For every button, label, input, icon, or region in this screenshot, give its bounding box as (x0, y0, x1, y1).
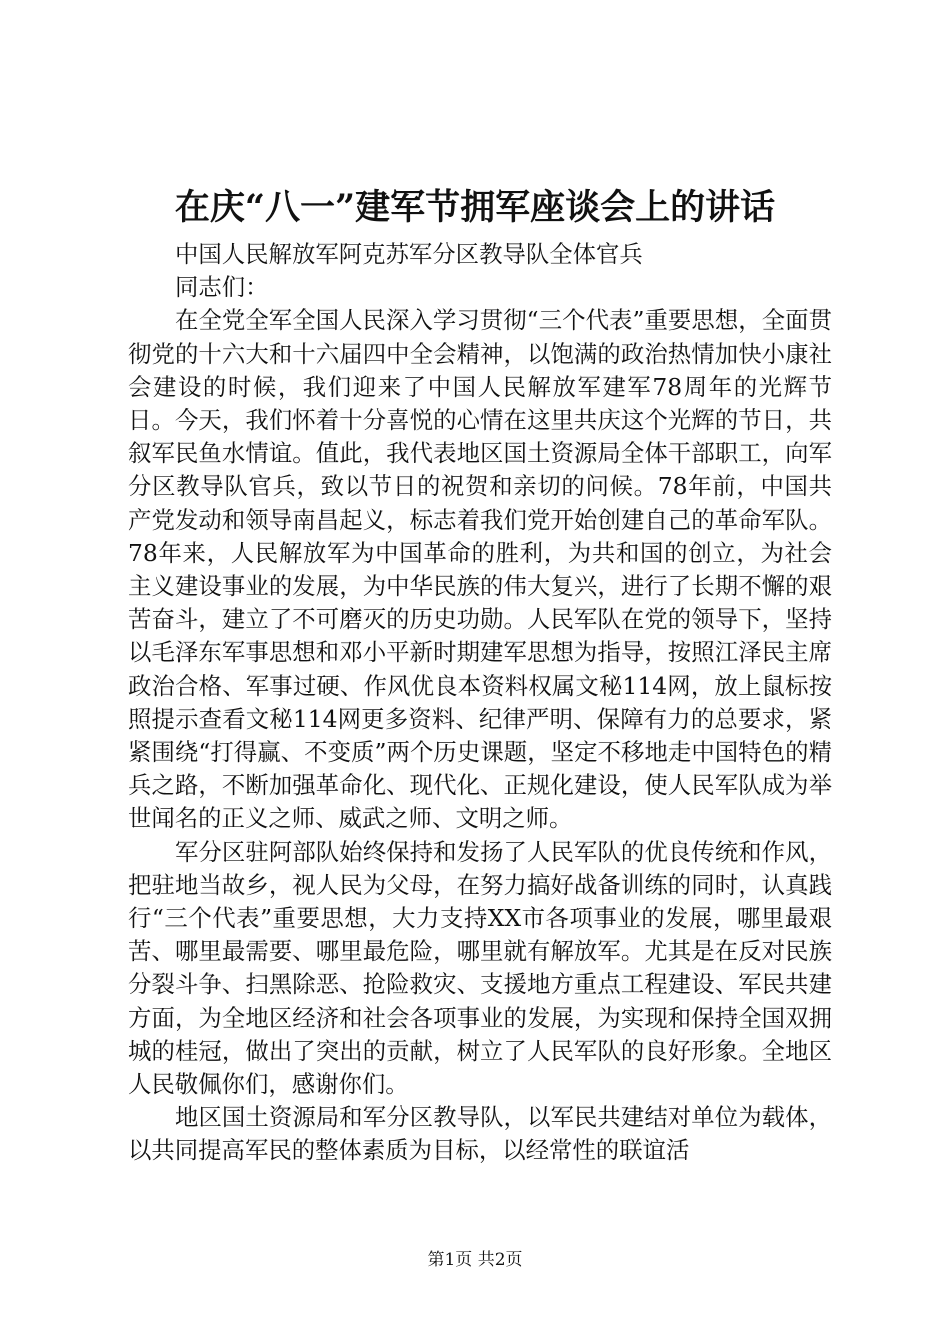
page-number-footer: 第1页 共2页 (427, 1250, 523, 1270)
body-paragraph-2: 军分区驻阿部队始终保持和发扬了人民军队的优良传统和作风，把驻地当故乡，视人民为父母，在努力搞好战备训练的同时，认真践行“三个代表”重要思想，大力支持XX市各项事业的发展，哪里最艰苦、哪里最需要、哪里最危险，哪里就有解放军。尤其是在反对民族分裂斗争、扫黑除恶、抢险救灾、支援地方重点工程建设、军民共建方面，为全地区经济和社会各项事业的发展，为实现和保持全国双拥城的桂冠，做出了突出的贡献，树立了人民军队的良好形象。全地区人民敬佩你们，感谢你们。 (128, 837, 832, 1099)
greeting-line: 同志们： (175, 273, 269, 302)
addressee-line: 中国人民解放军阿克苏军分区教导队全体官兵 (175, 240, 643, 268)
body-paragraph-3: 地区国土资源局和军分区教导队，以军民共建结对单位为载体，以共同提高军民的整体素质为目标，以经常性的联谊活 (128, 1103, 832, 1165)
document-title: 在庆“八一”建军节拥军座谈会上的讲话 (174, 187, 776, 228)
body-paragraph-1: 在全党全军全国人民深入学习贯彻“三个代表”重要思想，全面贯彻党的十六大和十六届四中全会精神，以饱满的政治热情加快小康社会建设的时候，我们迎来了中国人民解放军建军78周年的光辉节日。今天，我们怀着十分喜悦的心情在这里共庆这个光辉的节日，共叙军民鱼水情谊。值此，我代表地区国土资源局全体干部职工，向军分区教导队官兵，致以节日的祝贺和亲切的问候。78年前，中国共产党发动和领导南昌起义，标志着我们党开始创建自己的革命军队。78年来，人民解放军为中国革命的胜利，为共和国的创立，为社会主义建设事业的发展，为中华民族的伟大复兴，进行了长期不懈的艰苦奋斗，建立了不可磨灭的历史功勋。人民军队在党的领导下，坚持以毛泽东军事思想和邓小平新时期建军思想为指导，按照江泽民主席政治合格、军事过硬、作风优良本资料权属文秘114网，放上鼠标按照提示查看文秘114网更多资料、纪律严明、保障有力的总要求，紧紧围绕“打得赢、不变质”两个历史课题，坚定不移地走中国特色的精兵之路，不断加强革命化、现代化、正规化建设，使人民军队成为举世闻名的正义之师、威武之师、文明之师。 (128, 306, 832, 833)
document-body (128, 238, 832, 1168)
